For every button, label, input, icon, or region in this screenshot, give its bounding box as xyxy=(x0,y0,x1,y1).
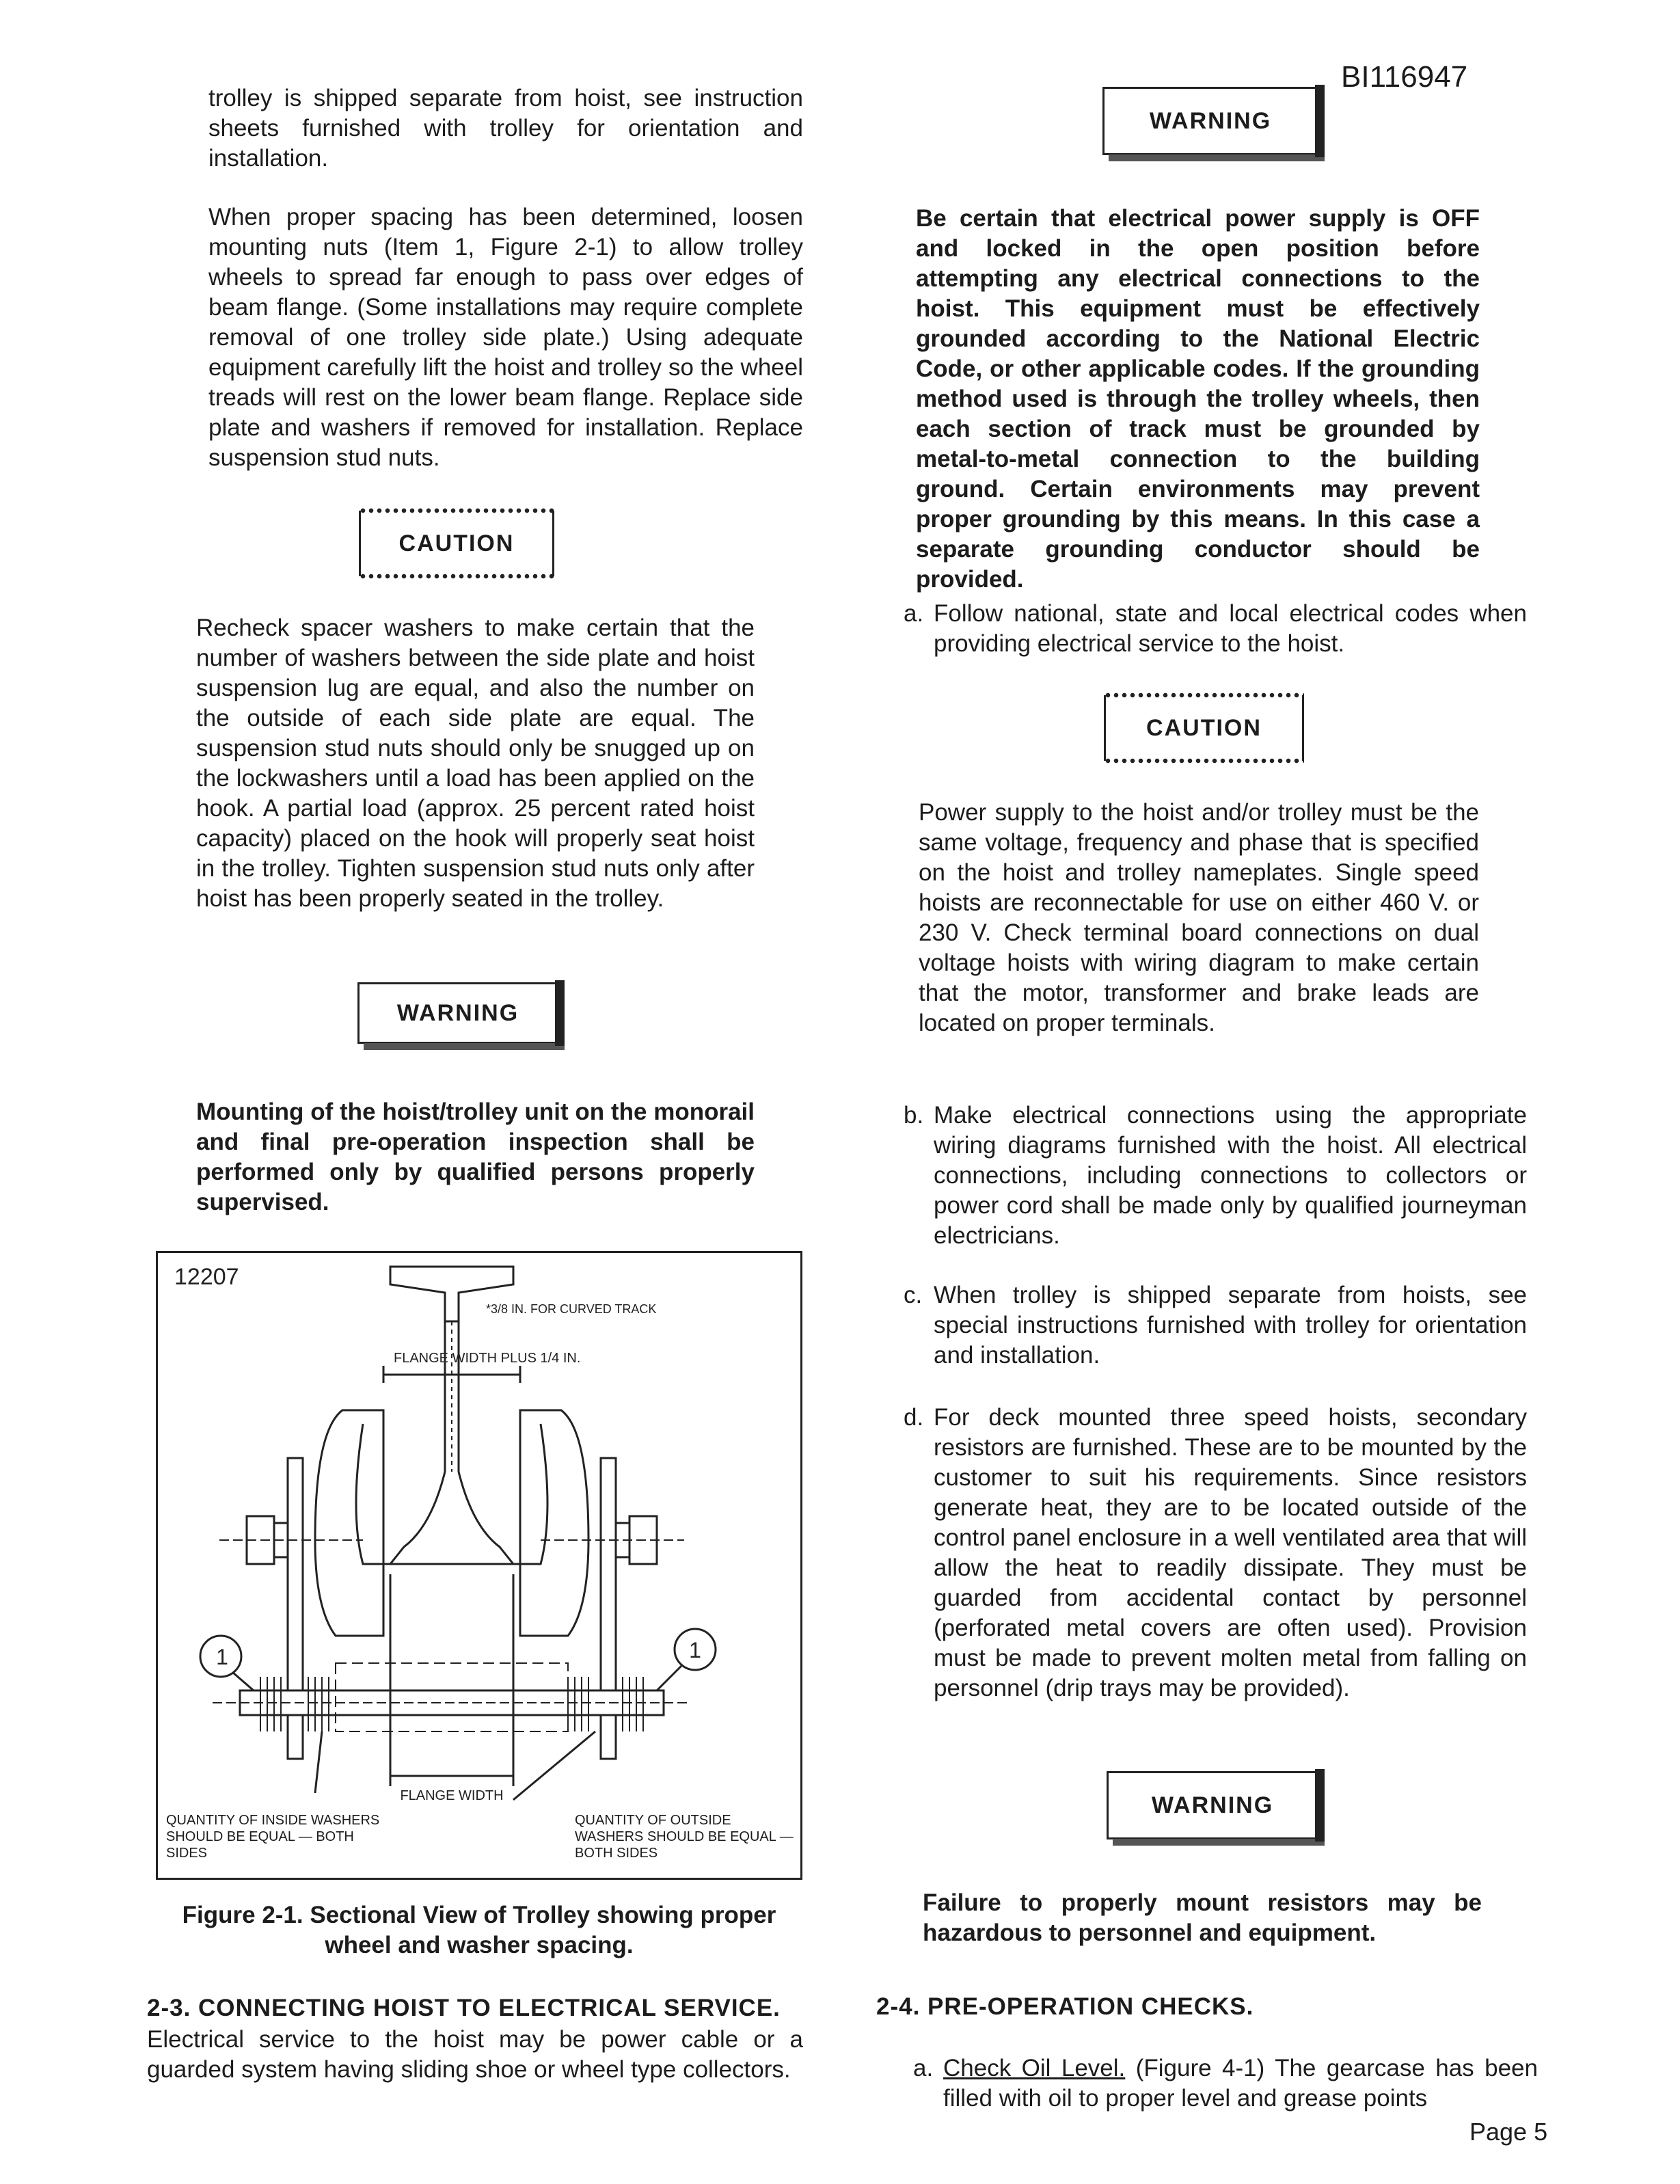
figure-caption: Figure 2-1. Sectional View of Trolley showing proper wheel and washer spacing. xyxy=(182,1902,776,1958)
inside-washers-note: QUANTITY OF INSIDE WASHERS SHOULD BE EQUAL — BOTH SIDES xyxy=(166,1813,380,1861)
warning-label: WARNING xyxy=(1149,107,1272,134)
para-text: Mounting of the hoist/trolley unit on the monorail and final pre-operation inspection shall be performed only by qualified persons properly supervised. xyxy=(196,1098,755,1215)
para-text: Recheck spacer washers to make certain that the number of washers between the side plate and hoist suspension lug are equal, and also the number on the outside of each side plate are equal. The suspension stud nuts should only be snugged up on the lockwashers until a load has been applied on the hook. A partial load (approx. 25 percent rated hoist capacity) placed on the hook will properly seat hoist in the trolley. Tighten suspension stud nuts only after hoist has been properly seated in the trolley. xyxy=(196,615,755,912)
list-marker: a. xyxy=(904,600,924,627)
flange-width-label: FLANGE WIDTH xyxy=(400,1788,504,1803)
list-marker: d. xyxy=(904,1404,924,1431)
caution-box-2 xyxy=(1104,695,1304,761)
para-text: Failure to properly mount resistors may be hazardous to personnel and equipment. xyxy=(923,1889,1482,1946)
warning-box-3 xyxy=(1107,1771,1318,1839)
warning-text-1 xyxy=(196,1097,755,1217)
paragraph-spacing xyxy=(208,202,803,473)
warning-text-2 xyxy=(916,204,1480,595)
list-item-c xyxy=(904,1280,1527,1371)
warning-label: WARNING xyxy=(1151,1792,1274,1818)
warning-box-1 xyxy=(357,982,558,1044)
list-item-d xyxy=(904,1403,1527,1703)
callout-item-1-right: 1 xyxy=(689,1638,701,1662)
list-text: Make electrical connections using the appropriate wiring diagrams furnished with the hoist. All electrical connections, including connections to collectors or power cord shall be made only by qualified journeyman electricians. xyxy=(934,1102,1527,1249)
caution-label: CAUTION xyxy=(398,530,515,556)
list-marker: a. xyxy=(913,2055,934,2081)
outside-washers-note: QUANTITY OF OUTSIDE WASHERS SHOULD BE EQUAL — BOTH SIDES xyxy=(575,1813,794,1861)
warning-box-2 xyxy=(1102,87,1318,155)
para-text: Be certain that electrical power supply is OFF and locked in the open position before attempting any electrical connections to the hoist. This equipment must be effectively grounded according to the National Electric Code, or other applicable codes. If the grounding method used is through the trolley wheels, then each section of track must be grounded by metal-to-metal connection to the building ground. Certain environments may prevent proper grounding by this means. In this case a separate grounding conductor should be provided. xyxy=(916,205,1480,593)
section-2-3-text xyxy=(147,2025,803,2085)
warning-text-3 xyxy=(923,1888,1482,1948)
figure-trolley-section xyxy=(156,1251,802,1880)
page-number: Page 5 xyxy=(1469,2118,1548,2146)
list-marker: c. xyxy=(904,1282,923,1308)
section-2-3-heading: 2-3. CONNECTING HOIST TO ELECTRICAL SERVICE. xyxy=(147,1995,781,2021)
para-text: When proper spacing has been determined, loosen mounting nuts (Item 1, Figure 2-1) to allow trolley wheels to spread far enough to pass over edges of beam flange. (Some installations may require complete removal of one trolley side plate.) Using adequate equipment carefully lift the hoist and trolley so the wheel treads will rest on the lower beam flange. Replace side plate and washers if removed for installation. Replace suspension stud nuts. xyxy=(208,204,803,471)
curved-track-note: *3/8 IN. FOR CURVED TRACK xyxy=(486,1302,657,1316)
list-text: For deck mounted three speed hoists, secondary resistors are furnished. These are to be mounted by the customer to suit his requirements. Since resistors generate heat, they are to be located outside of the control panel enclosure in a well ventilated area that will allow the heat to readily dissipate. They must be guarded from accidental contact by personnel (perforated metal covers are often used). Provision must be made to prevent molten metal from falling on personnel (drip trays may be provided). xyxy=(934,1404,1527,1701)
callout-item-1-left: 1 xyxy=(216,1645,228,1669)
trolley-diagram xyxy=(158,1253,800,1878)
check-oil-level-label: Check Oil Level. xyxy=(943,2055,1126,2081)
list-item-b xyxy=(904,1101,1527,1251)
list-item-a xyxy=(904,599,1527,659)
warning-label: WARNING xyxy=(396,999,519,1026)
caution-text-1 xyxy=(196,613,755,914)
para-text: trolley is shipped separate from hoist, see instruction sheets furnished with trolley for orientation and installation. xyxy=(208,85,803,172)
list-text: When trolley is shipped separate from hoists, see special instructions furnished with trolley for orientation and installation. xyxy=(934,1282,1527,1369)
document-id: BI116947 xyxy=(1341,60,1468,94)
paragraph-trolley-shipped xyxy=(208,83,803,174)
figure-number: 12207 xyxy=(174,1264,239,1290)
caution-label: CAUTION xyxy=(1146,714,1262,741)
list-text: (Figure 4-1) The gearcase has been filled with oil to proper level and grease points xyxy=(943,2055,1538,2112)
para-text: Power supply to the hoist and/or trolley must be the same voltage, frequency and phase that is specified on the hoist and trolley nameplates. Single speed hoists are reconnectable for use on either 460 V. or 230 V. Check terminal board connections on dual voltage hoists with wiring diagram to make certain that the motor, transformer and brake leads are located on proper terminals. xyxy=(919,799,1479,1036)
list-text: Follow national, state and local electrical codes when providing electrical service to the hoist. xyxy=(934,600,1527,657)
list-marker: b. xyxy=(904,1102,924,1129)
caution-text-2 xyxy=(919,798,1479,1038)
caution-box-1 xyxy=(359,511,554,576)
section-2-4-heading: 2-4. PRE-OPERATION CHECKS. xyxy=(876,1993,1254,2020)
flange-width-plus-label: FLANGE WIDTH PLUS 1/4 IN. xyxy=(394,1351,581,1366)
para-text: Electrical service to the hoist may be power cable or a guarded system having sliding shoe or wheel type collectors. xyxy=(147,2026,803,2083)
list-item-2-4-a xyxy=(913,2053,1538,2114)
